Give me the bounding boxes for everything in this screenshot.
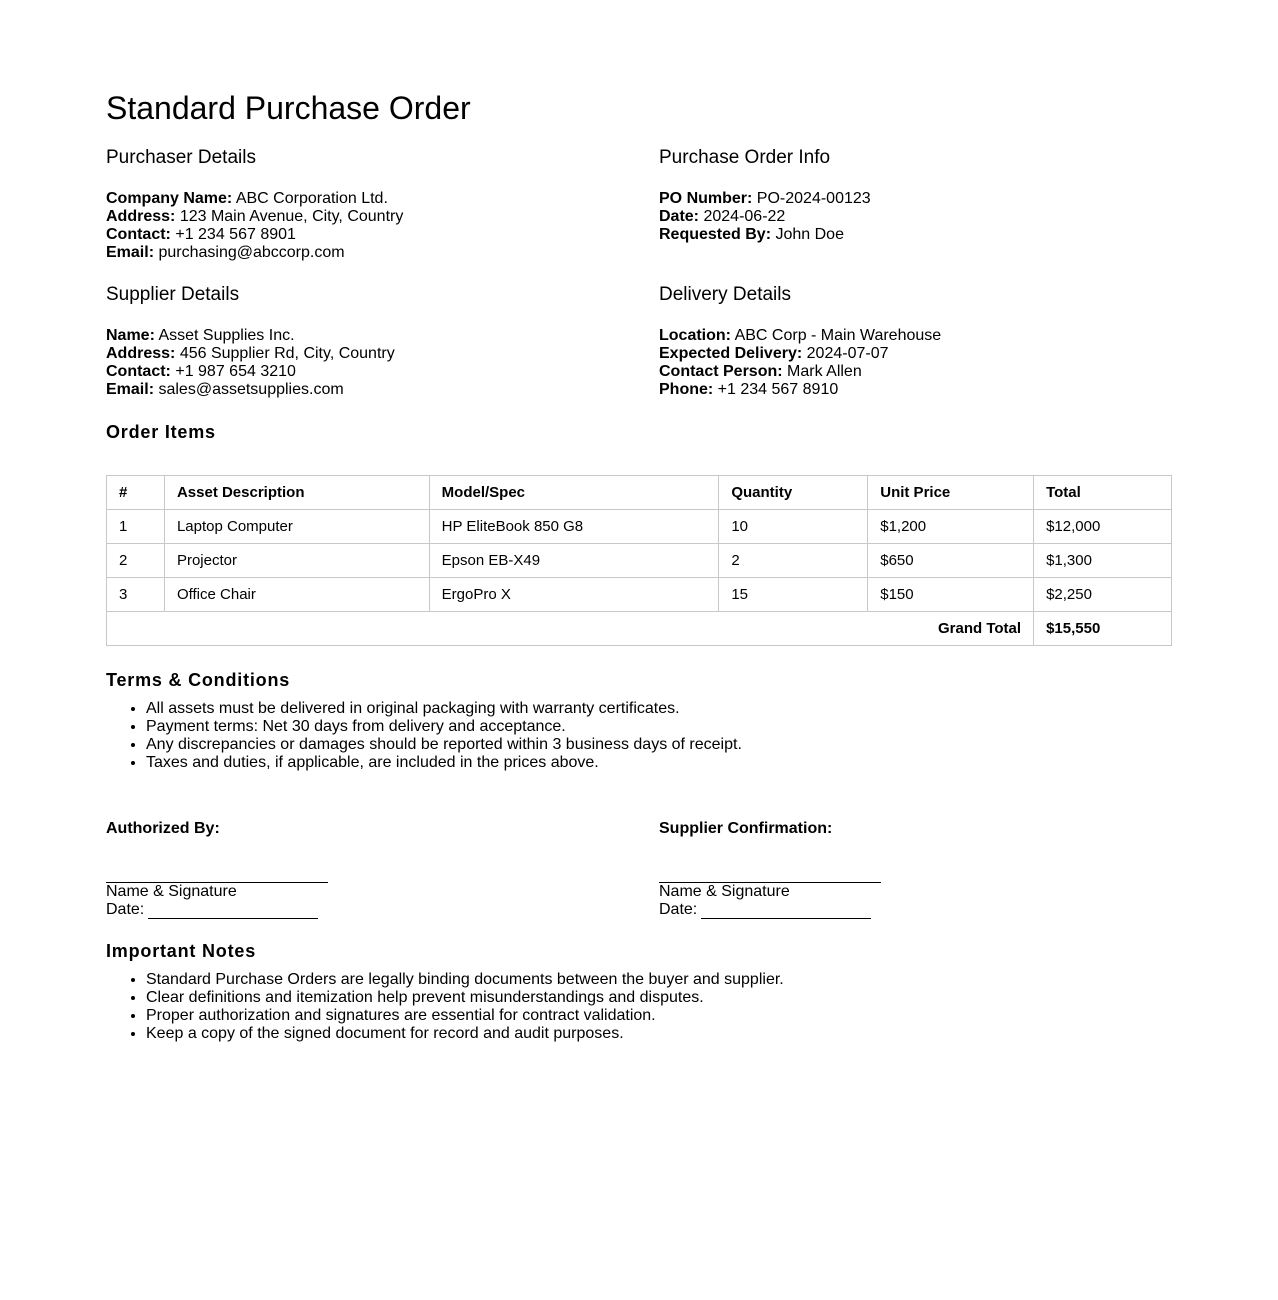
grand-total-row [107,612,1172,646]
po-info [659,147,1179,244]
grand-total-label: Grand Total [107,612,1034,646]
purchaser-contact [106,226,626,244]
purchaser-email [106,244,626,262]
purchaser-address [106,208,626,226]
field-label: Contact: [106,363,171,380]
delivery-contact-person [659,363,1179,381]
field-value: 456 Supplier Rd, City, Country [179,345,395,362]
order-items-heading: Order Items [106,422,216,442]
field-value: ABC Corporation Ltd. [235,190,388,207]
supplier-name [106,327,626,345]
authorized-signature-block [106,820,506,919]
supplier-heading: Supplier Details [106,284,240,305]
cell-number: 2 [107,544,165,578]
purchaser-heading: Purchaser Details [106,147,256,168]
col-header-quantity: Quantity [719,476,868,510]
field-value: purchasing@abccorp.com [158,244,345,261]
field-value: 2024-07-07 [806,345,889,362]
col-header-model: Model/Spec [429,476,719,510]
cell-unit-price: $150 [868,578,1034,612]
cell-number: 1 [107,510,165,544]
notes-heading: Important Notes [106,941,257,961]
field-value: Asset Supplies Inc. [158,327,295,344]
field-label: Email: [106,244,155,261]
cell-description: Office Chair [164,578,429,612]
field-label: PO Number: [659,190,753,207]
table-row [107,578,1172,612]
field-value: +1 987 654 3210 [175,363,296,380]
cell-total: $2,250 [1034,578,1172,612]
field-value: ABC Corp - Main Warehouse [734,327,942,344]
supplier-address [106,345,626,363]
page-title: Standard Purchase Order [106,90,471,126]
list-item: • Keep a copy of the signed document for record and audit purposes. [146,1025,1146,1043]
field-value: 123 Main Avenue, City, Country [179,208,404,225]
cell-model: Epson EB-X49 [429,544,719,578]
supplier-email [106,381,626,399]
order-items-table [106,475,1172,646]
list-item: • Proper authorization and signatures are essential for contract validation. [146,1007,1146,1025]
field-value: Mark Allen [787,363,862,380]
cell-unit-price: $650 [868,544,1034,578]
name-signature-label: Name & Signature [106,883,237,900]
cell-total: $12,000 [1034,510,1172,544]
list-item: • Standard Purchase Orders are legally binding documents between the buyer and supplier. [146,971,1146,989]
col-header-description: Asset Description [164,476,429,510]
cell-quantity: 15 [719,578,868,612]
terms-list [106,700,1146,772]
delivery-details [659,284,1179,399]
table-row [107,544,1172,578]
col-header-total: Total [1034,476,1172,510]
table-row [107,510,1172,544]
table-header-row [107,476,1172,510]
field-value: PO-2024-00123 [756,190,871,207]
cell-model: HP EliteBook 850 G8 [429,510,719,544]
field-label: Company Name: [106,190,233,207]
po-requested-by [659,226,1179,244]
cell-unit-price: $1,200 [868,510,1034,544]
field-label: Name: [106,327,155,344]
date-line[interactable] [701,904,871,919]
supplier-contact [106,363,626,381]
col-header-unit-price: Unit Price [868,476,1034,510]
po-number [659,190,1179,208]
cell-description: Projector [164,544,429,578]
date-row [659,901,1059,919]
list-item: • Clear definitions and itemization help prevent misunderstandings and disputes. [146,989,1146,1007]
list-item: • Any discrepancies or damages should be reported within 3 business days of receipt. [146,736,1146,754]
cell-quantity: 2 [719,544,868,578]
date-line[interactable] [148,904,318,919]
field-value: +1 234 567 8901 [175,226,296,243]
cell-description: Laptop Computer [164,510,429,544]
field-label: Date: [659,208,700,225]
delivery-heading: Delivery Details [659,284,791,305]
terms-heading: Terms & Conditions [106,670,291,690]
col-header-number: # [107,476,165,510]
field-value: +1 234 567 8910 [717,381,839,398]
field-label: Address: [106,345,176,362]
field-label: Location: [659,327,731,344]
field-label: Contact: [106,226,171,243]
delivery-location [659,327,1179,345]
name-signature-label: Name & Signature [659,883,790,900]
authorized-title: Authorized By: [106,820,220,837]
field-label: Email: [106,381,155,398]
purchaser-details [106,147,626,262]
signature-line[interactable] [659,856,881,883]
signature-line[interactable] [106,856,328,883]
supplier-details [106,284,626,399]
field-value: John Doe [775,226,844,243]
supplier-confirmation-title: Supplier Confirmation: [659,820,833,837]
date-label: Date: [106,901,145,918]
list-item: • All assets must be delivered in original packaging with warranty certificates. [146,700,1146,718]
field-label: Contact Person: [659,363,783,380]
cell-quantity: 10 [719,510,868,544]
list-item: • Payment terms: Net 30 days from delivery and acceptance. [146,718,1146,736]
field-value: sales@assetsupplies.com [158,381,344,398]
field-value: 2024-06-22 [703,208,786,225]
supplier-signature-block [659,820,1059,919]
cell-number: 3 [107,578,165,612]
field-label: Phone: [659,381,714,398]
list-item: • Taxes and duties, if applicable, are included in the prices above. [146,754,1146,772]
delivery-expected [659,345,1179,363]
grand-total-value: $15,550 [1034,612,1172,646]
purchaser-company [106,190,626,208]
cell-model: ErgoPro X [429,578,719,612]
field-label: Address: [106,208,176,225]
delivery-phone [659,381,1179,399]
date-label: Date: [659,901,698,918]
date-row [106,901,506,919]
po-info-heading: Purchase Order Info [659,147,831,168]
po-date [659,208,1179,226]
notes-list [106,971,1146,1043]
field-label: Requested By: [659,226,772,243]
field-label: Expected Delivery: [659,345,803,362]
cell-total: $1,300 [1034,544,1172,578]
